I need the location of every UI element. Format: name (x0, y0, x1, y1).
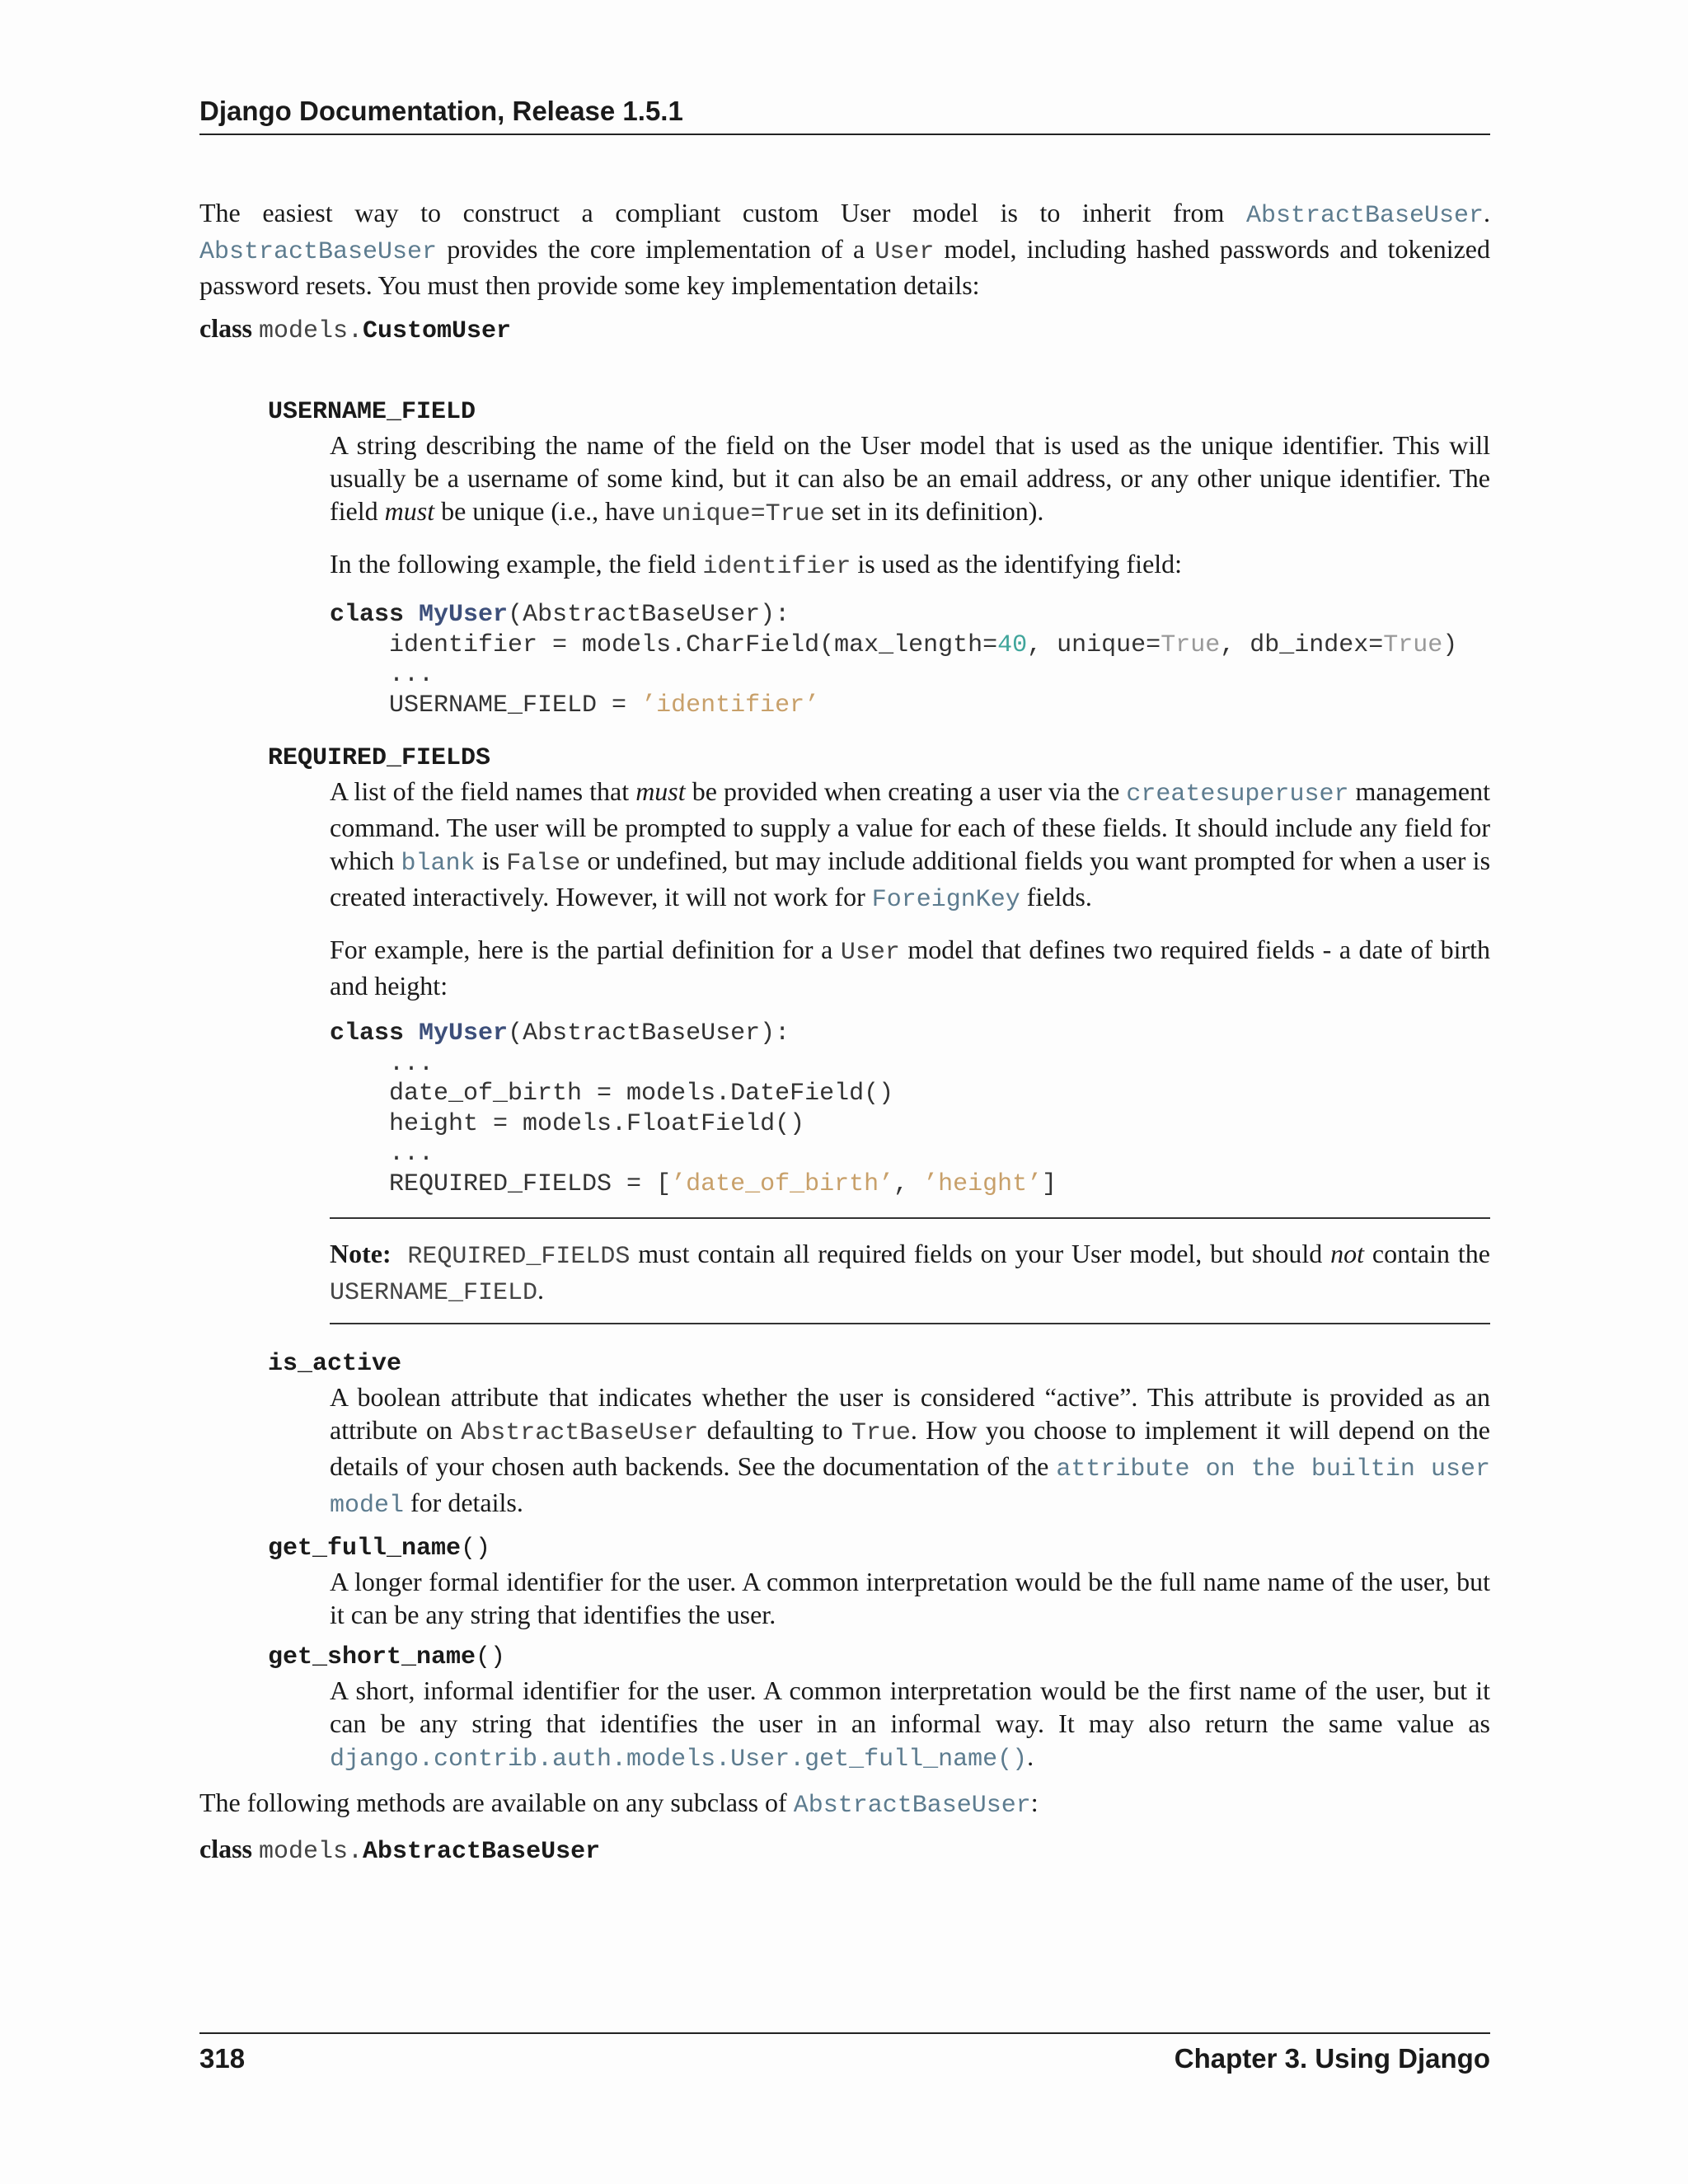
body-text: be provided when creating a user via the (685, 776, 1127, 806)
method-get-full-name (268, 1532, 1490, 1631)
body-text: A boolean attribute that indicates whether the user is considered “active”. This attribute is provided as an attribute on (330, 1382, 1490, 1445)
class-keyword: class (199, 1834, 252, 1863)
inline-code: REQUIRED_FIELDS (407, 1243, 631, 1271)
class-keyword: class (199, 313, 252, 343)
inline-code: False (506, 850, 581, 878)
code-string: ’height’ (923, 1169, 1043, 1198)
abstractbaseuser-link[interactable]: AbstractBaseUser (793, 1792, 1031, 1820)
example-intro (330, 547, 1490, 583)
attribute-name: USERNAME_FIELD (268, 398, 476, 426)
chapter-title: Chapter 3. Using Django (1174, 2043, 1490, 2074)
emphasis: not (1330, 1239, 1364, 1268)
method-body (330, 1674, 1490, 1776)
body-text: . (1027, 1741, 1034, 1771)
emphasis: must (635, 776, 686, 806)
attribute-required-fields (268, 742, 1490, 1324)
module-prefix: models. (259, 317, 363, 345)
code-text: ] (1042, 1169, 1057, 1198)
inline-code: unique=True (661, 500, 825, 528)
body-text: defaulting to (698, 1415, 851, 1445)
code-text: ... (330, 1049, 434, 1078)
createsuperuser-link[interactable]: createsuperuser (1126, 780, 1349, 808)
abstractbaseuser-link[interactable]: AbstractBaseUser (1245, 202, 1484, 230)
attribute-description (330, 1380, 1490, 1522)
emphasis: must (384, 496, 435, 526)
code-block (330, 600, 1490, 720)
code-text: (AbstractBaseUser): (508, 601, 790, 629)
builtin-user-model-link[interactable]: attribute on the builtin user model (330, 1455, 1490, 1520)
body-text: In the following example, the field (330, 549, 703, 579)
body-text: model that defines two required fields - a date of birth and height: (330, 935, 1491, 1001)
inline-code: True (851, 1419, 911, 1447)
body-text: must contain all required fields on your User model, but should (630, 1239, 1331, 1268)
note-box (330, 1217, 1490, 1324)
body-text: The following methods are available on any subclass of (199, 1788, 794, 1817)
code-text: REQUIRED_FIELDS = [ (330, 1169, 672, 1198)
method-parens: () (461, 1535, 491, 1563)
intro-text: provides the core implementation of a (437, 234, 875, 264)
class-name: CustomUser (363, 317, 512, 345)
running-header (199, 91, 1490, 135)
body-text: be unique (i.e., have (434, 496, 662, 526)
page-number: 318 (199, 2043, 246, 2074)
code-keyword: class (330, 1019, 405, 1047)
attribute-body (330, 429, 1490, 720)
inline-code: User (874, 238, 935, 266)
get-full-name-link[interactable]: django.contrib.auth.models.User.get_full_name() (330, 1746, 1028, 1774)
header-title: Django Documentation, Release 1.5.1 (199, 96, 683, 126)
body-text: for details. (404, 1488, 523, 1517)
attribute-body (330, 775, 1490, 1324)
body-text: or undefined, but may include additional fields you want prompted for when a user is created interactively. However, it will not work for (330, 846, 1491, 912)
code-block (330, 1019, 1490, 1199)
intro-text: model, including hashed passwords and tokenized password resets. You must then provide some key implementation details: (199, 234, 1490, 300)
code-text: USERNAME_FIELD = (330, 691, 642, 719)
code-text: (AbstractBaseUser): (508, 1019, 790, 1047)
code-constant: True (1160, 630, 1221, 659)
method-name: get_full_name (268, 1535, 462, 1563)
body-text: contain the (1364, 1239, 1490, 1268)
page-content (199, 196, 1490, 1868)
code-keyword: class (330, 601, 405, 629)
attribute-username-field (268, 396, 1490, 720)
body-text: : (1030, 1788, 1039, 1817)
attribute-body (330, 1380, 1490, 1522)
inline-code: identifier (702, 553, 851, 581)
blank-link[interactable]: blank (401, 850, 476, 878)
body-text: A short, informal identifier for the user. A common interpretation would be the first name of the user, but it can be any string that identifies the user in an informal way. It may also return the same value as (330, 1675, 1490, 1738)
method-body (330, 1565, 1490, 1631)
intro-paragraph (199, 196, 1490, 302)
intro-text: The easiest way to construct a compliant custom User model is to inherit from (199, 198, 1246, 227)
body-text: set in its definition). (824, 496, 1044, 526)
code-text: ) (1442, 630, 1458, 659)
code-string: ’identifier’ (641, 691, 820, 719)
note-label: Note: (330, 1239, 392, 1268)
code-text: , unique= (1027, 630, 1161, 659)
body-text: fields. (1020, 882, 1092, 912)
code-text: identifier = models.CharField(max_length= (330, 630, 998, 659)
code-number: 40 (997, 630, 1028, 659)
inline-code: AbstractBaseUser (461, 1419, 699, 1447)
running-footer (199, 2032, 1490, 2077)
attribute-description (330, 775, 1490, 916)
body-text: management command. The user will be prompted to supply a value for each of these fields. It should include any field for which (330, 776, 1491, 875)
code-text: date_of_birth = models.DateField() (330, 1080, 894, 1108)
code-text: height = models.FloatField() (330, 1109, 805, 1138)
class-declaration-customuser (199, 312, 1490, 348)
code-class-name: MyUser (419, 601, 509, 629)
code-string: ’date_of_birth’ (671, 1169, 894, 1198)
code-constant: True (1383, 630, 1443, 659)
body-text: . How you choose to implement it will depend on the details of your chosen auth backends. See the documentation of the (330, 1415, 1491, 1481)
body-text: is used as the identifying field: (851, 549, 1183, 579)
method-get-short-name (268, 1641, 1490, 1776)
method-signature (268, 1641, 1490, 1674)
attribute-name: REQUIRED_FIELDS (268, 744, 491, 772)
attribute-description (330, 429, 1490, 531)
method-description: A longer formal identifier for the user. A common interpretation would be the full name name of the user, but it can be any string that identifies the user. (330, 1567, 1490, 1629)
method-parens: () (476, 1643, 506, 1671)
abstractbaseuser-link[interactable]: AbstractBaseUser (199, 238, 438, 266)
foreignkey-link[interactable]: ForeignKey (871, 886, 1020, 914)
body-text: . (537, 1275, 545, 1305)
body-text: is (475, 846, 507, 875)
note-text (330, 1237, 1490, 1310)
attribute-name: is_active (268, 1350, 402, 1378)
method-description (330, 1674, 1490, 1776)
attribute-is-active (268, 1347, 1490, 1522)
inline-code: User (840, 939, 900, 967)
method-name: get_short_name (268, 1643, 476, 1671)
code-text: , db_index= (1220, 630, 1384, 659)
method-signature (268, 1532, 1490, 1565)
intro-text: . (1484, 198, 1490, 227)
following-paragraph (199, 1786, 1490, 1822)
class-name: AbstractBaseUser (363, 1838, 601, 1866)
code-text: ... (330, 661, 434, 689)
example-intro (330, 933, 1490, 1002)
code-text: , (893, 1169, 924, 1198)
module-prefix: models. (259, 1838, 363, 1866)
body-text: A list of the field names that (330, 776, 636, 806)
code-class-name: MyUser (419, 1019, 509, 1047)
body-text: A string describing the name of the field on the User model that is used as the unique identifier. This will usually be a username of some kind, but it can also be an email address, or any other unique identifier. The field (330, 430, 1490, 526)
inline-code: USERNAME_FIELD (330, 1279, 538, 1307)
body-text: For example, here is the partial definition for a (330, 935, 841, 964)
code-text: ... (330, 1140, 434, 1168)
class-declaration-abstractbaseuser (199, 1832, 1490, 1868)
